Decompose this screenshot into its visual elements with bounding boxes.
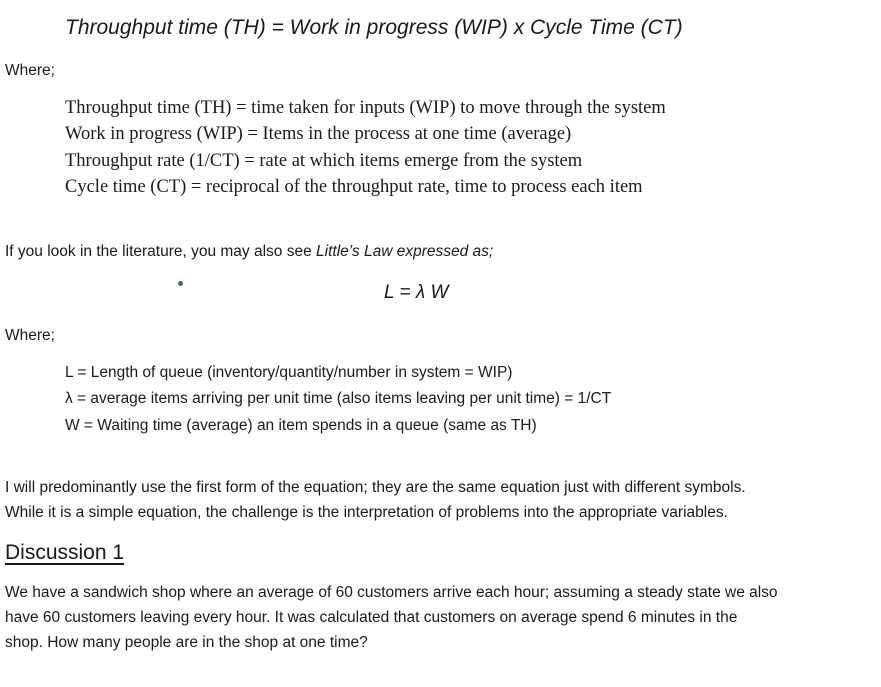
main-equation: Throughput time (TH) = Work in progress (WIP) x Cycle Time (CT): [65, 16, 683, 39]
discussion-heading: Discussion 1: [5, 541, 125, 564]
definition-line: Throughput rate (1/CT) = rate at which items emerge from the system: [65, 151, 583, 171]
discussion-line: shop. How many people are in the shop at one time?: [5, 634, 368, 651]
definition-line: Cycle time (CT) = reciprocal of the throughput rate, time to process each item: [65, 177, 643, 197]
definition-line: Work in progress (WIP) = Items in the process at one time (average): [65, 124, 572, 144]
symbol-definition: W = Waiting time (average) an item spends in a queue (same as TH): [65, 417, 537, 434]
paragraph-line: I will predominantly use the first form of the equation; they are the same equation just with different symbols.: [5, 479, 746, 496]
literature-prefix: If you look in the literature, you may also see: [5, 243, 317, 260]
bullet-dot: [178, 281, 183, 286]
where-label: Where;: [5, 62, 55, 79]
littles-law-equation: L = λ W: [384, 282, 449, 303]
definition-line: Throughput time (TH) = time taken for inputs (WIP) to move through the system: [65, 98, 666, 118]
symbol-definition: λ = average items arriving per unit time (also items leaving per unit time) = 1/CT: [65, 390, 612, 407]
discussion-line: have 60 customers leaving every hour. It was calculated that customers on average spend 6 minutes in the: [5, 609, 738, 626]
where-label: Where;: [5, 327, 55, 344]
literature-emphasis: Little’s Law expressed as;: [316, 243, 494, 260]
symbol-definition: L = Length of queue (inventory/quantity/number in system = WIP): [65, 364, 513, 381]
literature-line: [5, 243, 493, 261]
paragraph-line: While it is a simple equation, the challenge is the interpretation of problems into the appropriate variables.: [5, 504, 728, 521]
discussion-line: We have a sandwich shop where an average of 60 customers arrive each hour; assuming a steady state we also: [5, 584, 778, 601]
